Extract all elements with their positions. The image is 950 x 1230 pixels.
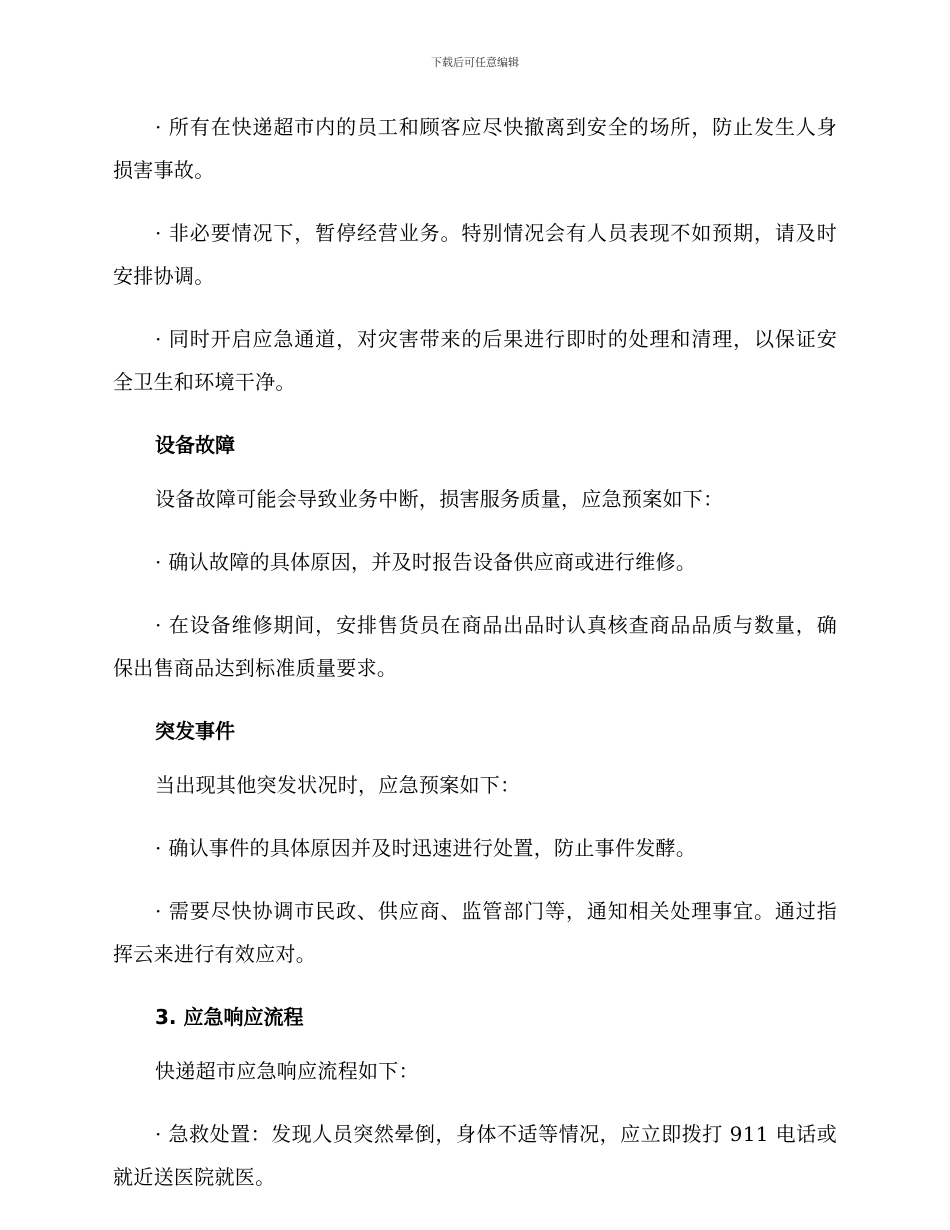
document-body: [113, 106, 837, 1219]
bullet-coordinate: · 需要尽快协调市民政、供应商、监管部门等，通知相关处理事宜。通过指挥云来进行有效应对。: [113, 899, 837, 966]
bullet-confirm-fault: · 确认故障的具体原因，并及时报告设备供应商或进行维修。: [155, 550, 697, 574]
heading-equipment-failure: 设备故障: [155, 433, 235, 457]
page-header: 下载后可任意编辑: [431, 56, 519, 69]
heading-response-process: 3. 应急响应流程: [155, 1005, 304, 1029]
response-process-intro: 快递超市应急响应流程如下：: [155, 1059, 419, 1083]
emergency-events-intro: 当出现其他突发状况时，应急预案如下：: [155, 773, 521, 797]
bullet-emergency-exit: · 同时开启应急通道，对灾害带来的后果进行即时的处理和清理，以保证安全卫生和环境干净。: [113, 327, 837, 394]
bullet-suspend-business: · 非必要情况下，暂停经营业务。特别情况会有人员表现不如预期，请及时安排协调。: [113, 221, 837, 288]
bullet-confirm-event: · 确认事件的具体原因并及时迅速进行处置，防止事件发酵。: [155, 836, 697, 860]
bullet-first-aid: · 急救处置：发现人员突然晕倒，身体不适等情况，应立即拨打 911 电话或就近送医院就医。: [113, 1122, 837, 1189]
bullet-repair-period: · 在设备维修期间，安排售货员在商品出品时认真核查商品品质与数量，确保出售商品达到标准质量要求。: [113, 613, 837, 680]
equipment-failure-intro: 设备故障可能会导致业务中断，损害服务质量，应急预案如下：: [155, 487, 724, 511]
heading-emergency-events: 突发事件: [155, 719, 235, 743]
bullet-evacuate: · 所有在快递超市内的员工和顾客应尽快撤离到安全的场所，防止发生人身损害事故。: [113, 115, 837, 182]
